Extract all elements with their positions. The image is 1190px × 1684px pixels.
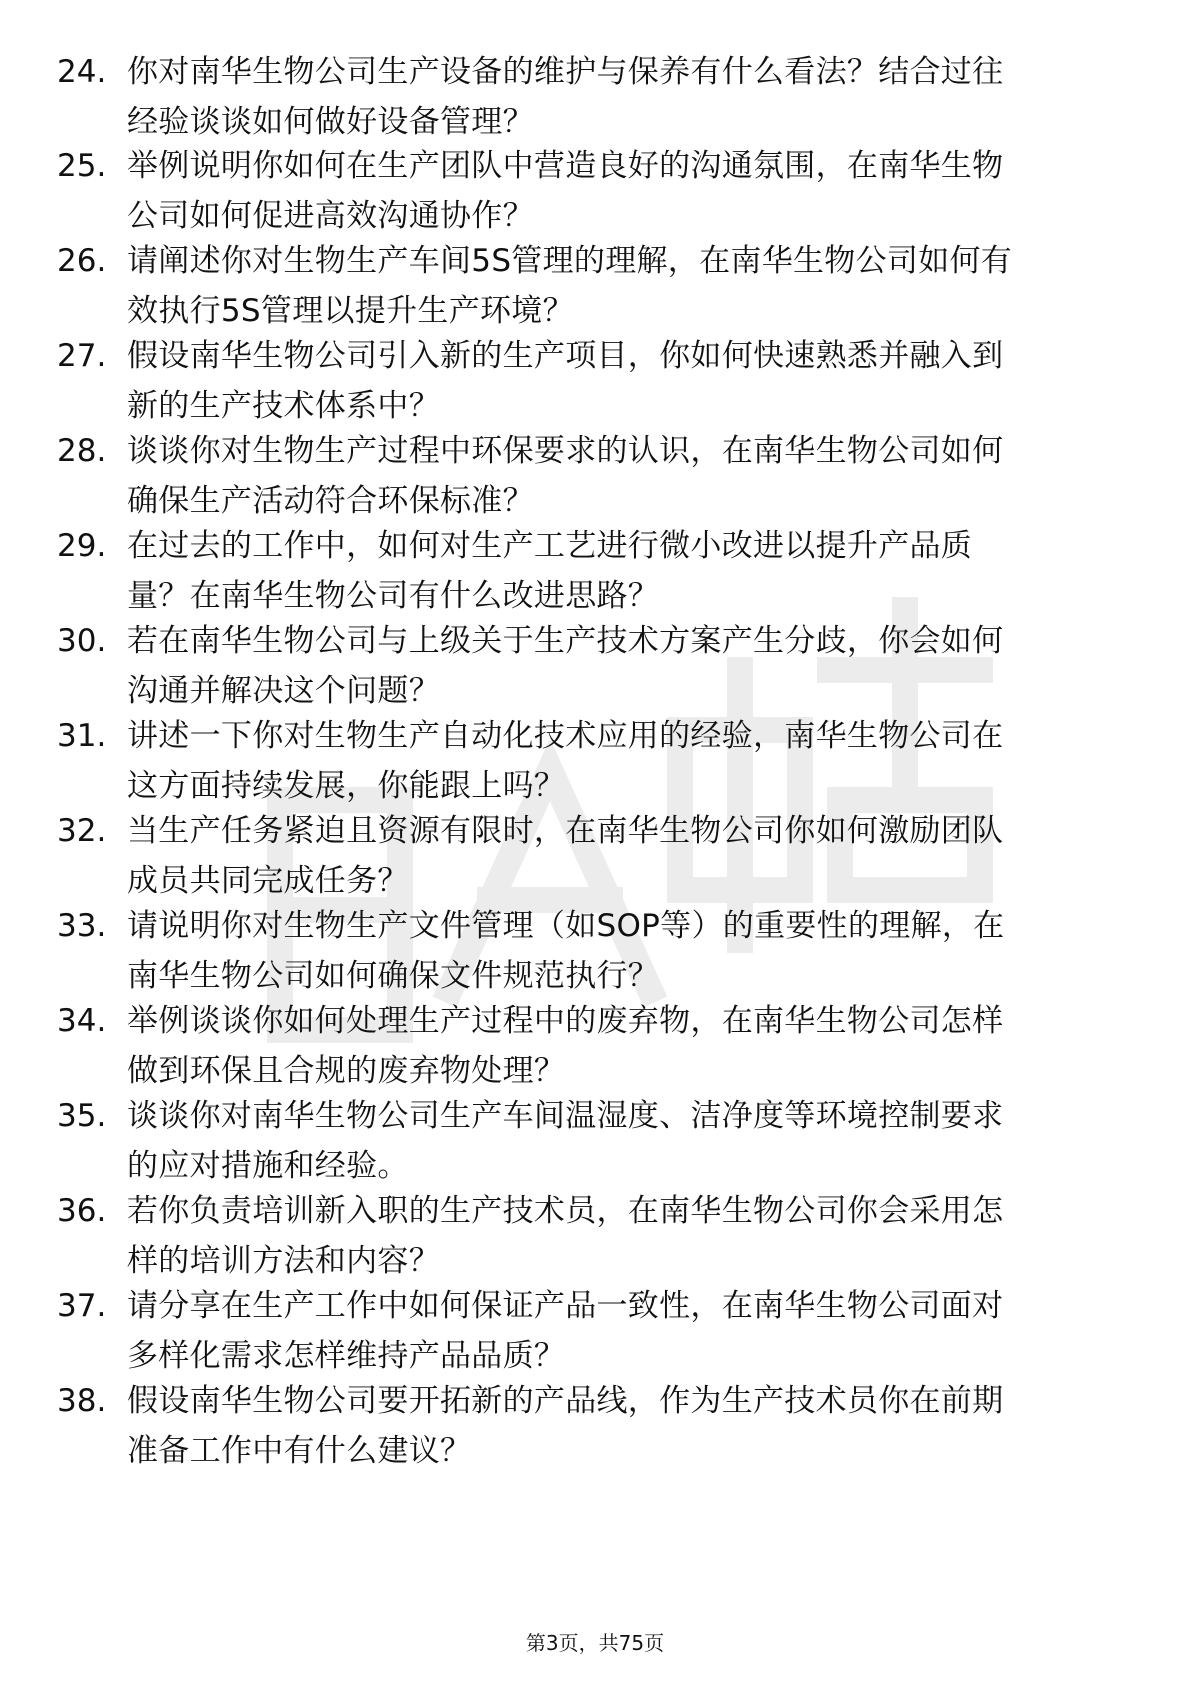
question-text-line: 新的生产技术体系中？: [127, 388, 440, 424]
question-item: [0, 806, 1190, 906]
question-text-line: 请分享在生产工作中如何保证产品一致性，在南华生物公司面对: [127, 1288, 1004, 1324]
question-item: [0, 1281, 1190, 1381]
question-number: 35.: [57, 1098, 107, 1134]
question-number: 30.: [57, 623, 107, 659]
question-number: 27.: [57, 338, 107, 374]
question-text-line: 沟通并解决这个问题？: [127, 673, 440, 709]
question-item: [0, 47, 1190, 147]
question-text-line: 请阐述你对生物生产车间5S管理的理解，在南华生物公司如何有: [127, 243, 1013, 279]
question-number: 24.: [57, 54, 107, 90]
question-text-line: 多样化需求怎样维持产品品质？: [127, 1338, 566, 1374]
question-item: [0, 1186, 1190, 1286]
question-number: 28.: [57, 433, 107, 469]
question-number: 33.: [57, 908, 107, 944]
question-text-line: 假设南华生物公司要开拓新的产品线，作为生产技术员你在前期: [127, 1383, 1004, 1419]
question-text-line: 若你负责培训新入职的生产技术员，在南华生物公司你会采用怎: [127, 1193, 1004, 1229]
question-text-line: 谈谈你对南华生物公司生产车间温湿度、洁净度等环境控制要求: [127, 1098, 1004, 1134]
question-text-line: 量？在南华生物公司有什么改进思路？: [127, 578, 660, 614]
question-number: 34.: [57, 1003, 107, 1039]
question-text-line: 讲述一下你对生物生产自动化技术应用的经验，南华生物公司在: [127, 718, 1004, 754]
question-item: [0, 996, 1190, 1096]
question-text-line: 做到环保且合规的废弃物处理？: [127, 1053, 566, 1089]
question-item: [0, 711, 1190, 811]
question-text-line: 当生产任务紧迫且资源有限时，在南华生物公司你如何激励团队: [127, 813, 1004, 849]
question-text-line: 举例谈谈你如何处理生产过程中的废弃物，在南华生物公司怎样: [127, 1003, 1004, 1039]
question-text-line: 确保生产活动符合环保标准？: [127, 483, 534, 519]
question-item: [0, 1091, 1190, 1191]
question-text-line: 在过去的工作中，如何对生产工艺进行微小改进以提升产品质: [127, 528, 973, 564]
question-text-line: 经验谈谈如何做好设备管理？: [127, 104, 534, 140]
question-text-line: 请说明你对生物生产文件管理（如SOP等）的重要性的理解，在: [127, 908, 1005, 944]
question-number: 36.: [57, 1193, 107, 1229]
question-text-line: 南华生物公司如何确保文件规范执行？: [127, 958, 660, 994]
question-item: [0, 521, 1190, 621]
question-number: 38.: [57, 1383, 107, 1419]
question-text-line: 样的培训方法和内容？: [127, 1243, 440, 1279]
question-text-line: 举例说明你如何在生产团队中营造良好的沟通氛围，在南华生物: [127, 148, 1004, 184]
question-text-line: 若在南华生物公司与上级关于生产技术方案产生分歧，你会如何: [127, 623, 1004, 659]
question-text-line: 这方面持续发展，你能跟上吗？: [127, 768, 566, 804]
question-number: 29.: [57, 528, 107, 564]
question-text-line: 你对南华生物公司生产设备的维护与保养有什么看法？结合过往: [127, 54, 1004, 90]
question-item: [0, 141, 1190, 241]
question-item: [0, 616, 1190, 716]
question-text-line: 效执行5S管理以提升生产环境？: [127, 293, 574, 329]
question-item: [0, 901, 1190, 1001]
page-number: 第3页，共75页: [525, 1631, 665, 1655]
question-text-line: 谈谈你对生物生产过程中环保要求的认识，在南华生物公司如何: [127, 433, 1004, 469]
question-number: 32.: [57, 813, 107, 849]
question-item: [0, 1376, 1190, 1476]
question-item: [0, 331, 1190, 431]
question-number: 25.: [57, 148, 107, 184]
question-item: [0, 236, 1190, 336]
question-text-line: 假设南华生物公司引入新的生产项目，你如何快速熟悉并融入到: [127, 338, 1004, 374]
question-item: [0, 426, 1190, 526]
question-text-line: 公司如何促进高效沟通协作？: [127, 198, 534, 234]
question-number: 31.: [57, 718, 107, 754]
question-text-line: 的应对措施和经验。: [127, 1148, 409, 1184]
question-text-line: 成员共同完成任务？: [127, 863, 409, 899]
question-number: 37.: [57, 1288, 107, 1324]
question-number: 26.: [57, 243, 107, 279]
question-text-line: 准备工作中有什么建议？: [127, 1433, 472, 1469]
